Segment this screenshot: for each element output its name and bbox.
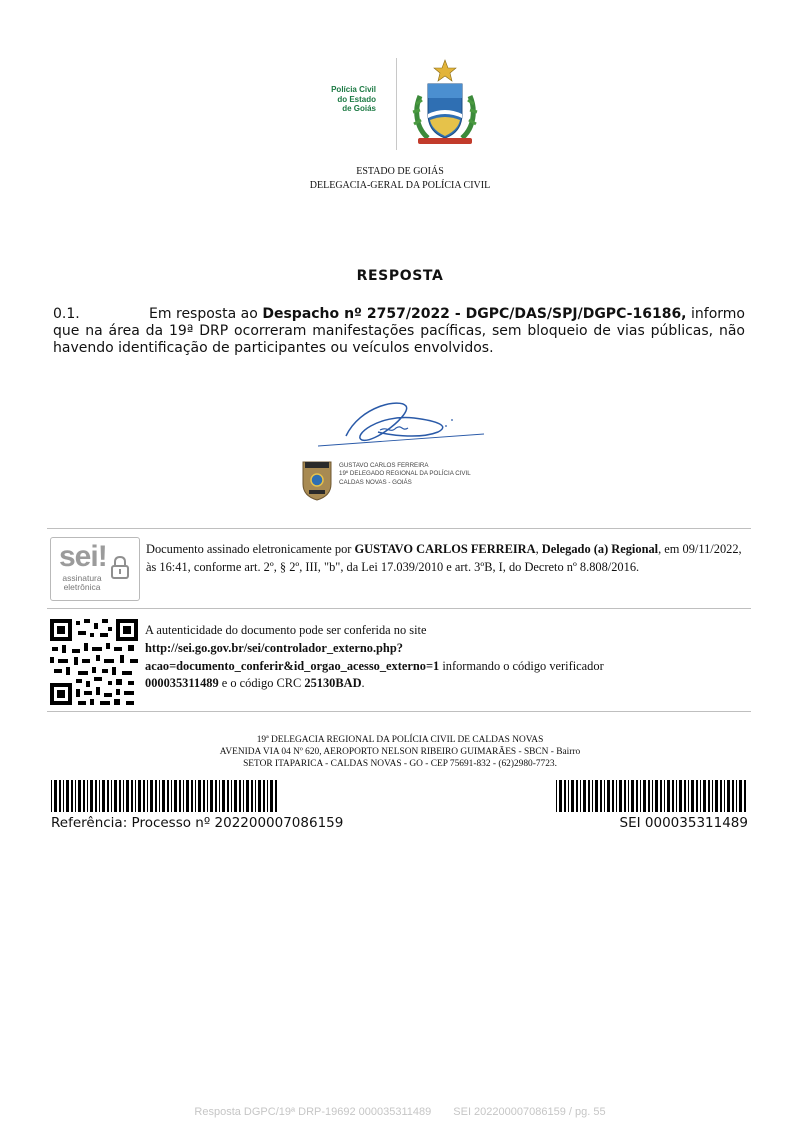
sei-logo-subtitle: assinatura eletrônica (62, 573, 102, 592)
verification-text: A autenticidade do documento pode ser conferida no site http://sei.go.gov.br/sei/controlador_externo.php? acao=documento_conferir&id_orgao_acesso_externo=1 informando o código verificador 000035311489 e o código CRC 25130BAD. (145, 622, 749, 693)
body-text: informo que na área da 19ª DRP ocorreram manifestações pacíficas, sem bloqueio de vias públicas, não havendo identificação de participantes ou veículos envolvidos. (53, 306, 745, 356)
body-paragraph (53, 306, 745, 357)
verification-url-params[interactable]: acao=documento_conferir&id_orgao_acesso_externo=1 (145, 658, 440, 673)
police-badge-icon (299, 458, 335, 502)
process-barcode-icon (51, 780, 281, 812)
address-line-2: AVENIDA VIA 04 Nº 620, AEROPORTO NELSON RIBEIRO GUIMARÃES - SBCN - Bairro (219, 747, 581, 757)
verification-intro: A autenticidade do documento pode ser conferida no site (145, 623, 427, 637)
electronic-signature-text: Documento assinado eletronicamente por GUSTAVO CARLOS FERREIRA, Delegado (a) Regional, em 09/11/2022, às 16:41, conforme art. 2º, § 2º, III, "b", da Lei 17.039/2010 e art. 3ºB, I, do Decreto nº 8.808/2016. (146, 542, 742, 574)
sei-number: SEI 000035311489 (619, 815, 748, 831)
stamp-role: 19º DELEGADO REGIONAL DA POLÍCIA CIVIL (339, 470, 471, 478)
process-reference: Referência: Processo nº 202200007086159 (51, 815, 344, 831)
logo-line-1: Polícia Civil (331, 85, 376, 94)
verification-url[interactable]: http://sei.go.gov.br/sei/controlador_externo.php? (145, 640, 403, 655)
address-line-1: 19ª DELEGACIA REGIONAL DA POLÍCIA CIVIL DE CALDAS NOVAS (256, 735, 544, 745)
footer-right: SEI 202200007086159 / pg. 55 (453, 1106, 606, 1118)
divider (47, 608, 751, 609)
header-state: ESTADO DE GOIÁS (356, 166, 444, 177)
sei-logo-word: sei! (59, 540, 107, 573)
divider (47, 528, 751, 529)
logo-line-3: de Goiás (342, 104, 376, 113)
signer-name: GUSTAVO CARLOS FERREIRA (354, 542, 536, 556)
paragraph-number: 0.1. (53, 306, 80, 322)
document-title: RESPOSTA (356, 268, 444, 284)
stamp-name: GUSTAVO CARLOS FERREIRA (339, 462, 429, 469)
signature-stamp (339, 462, 471, 487)
sei-signature-logo (50, 537, 140, 601)
logo-divider (396, 58, 397, 150)
handwritten-signature-icon (318, 396, 488, 458)
lock-icon (109, 554, 131, 580)
despacho-reference: Despacho nº 2757/2022 - DGPC/DAS/SPJ/DGPC-16186, (262, 306, 687, 322)
page-footer (0, 1106, 800, 1118)
verifier-code: 000035311489 (145, 676, 219, 691)
crc-code: 25130BAD (304, 676, 362, 691)
sei-barcode-icon (556, 780, 748, 812)
stamp-location: CALDAS NOVAS - GOIÁS (339, 478, 412, 486)
body-intro: Em resposta ao (149, 306, 263, 322)
coat-of-arms-icon (410, 58, 480, 150)
logo-text (300, 85, 376, 114)
qr-code-icon (50, 619, 138, 705)
footer-left: Resposta DGPC/19ª DRP-19692 000035311489 (194, 1106, 432, 1118)
address-line-3: SETOR ITAPARICA - CALDAS NOVAS - GO - CEP 75691-832 - (62)2980-7723. (243, 759, 557, 769)
logo-line-2: do Estado (337, 94, 376, 104)
header-department: DELEGACIA-GERAL DA POLÍCIA CIVIL (309, 180, 491, 191)
signer-role: Delegado (a) Regional (541, 542, 659, 556)
divider (47, 711, 751, 712)
